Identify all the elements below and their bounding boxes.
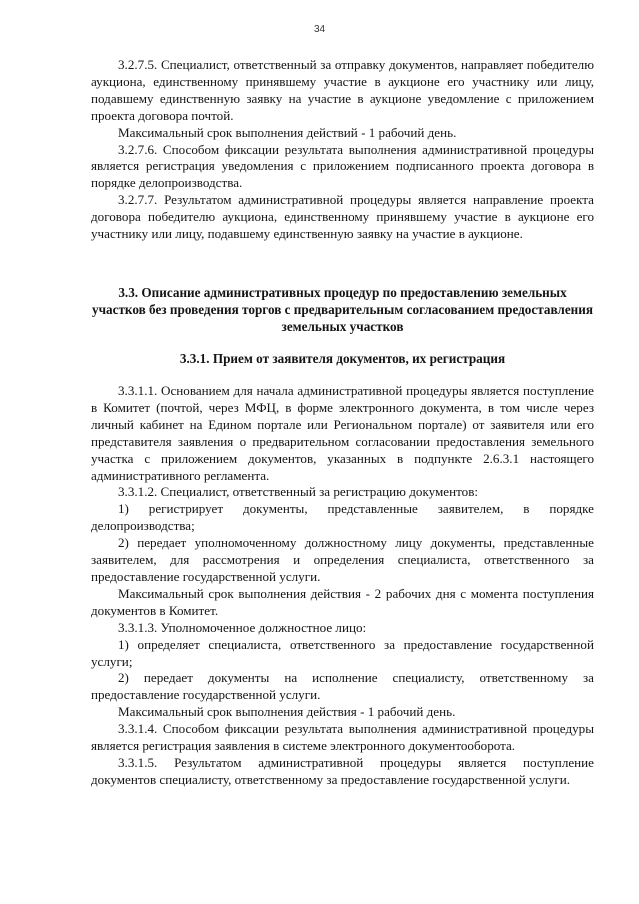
paragraph-3-2-7-5: 3.2.7.5. Специалист, ответственный за отправку документов, направляет победителю аукциона, единственному принявшему участие в аукционе его участнику или лицу, подавшему единственную заявку на участие в аукционе уведомление с приложением проекта договора почтой. (91, 57, 594, 123)
paragraph-deadline-1: Максимальный срок выполнения действий - 1 рабочий день. (118, 124, 457, 140)
paragraph-3-2-7-6: 3.2.7.6. Способом фиксации результата выполнения административной процедуры является регистрация уведомления с приложением подписанного проекта договора в порядке делопроизводства. (91, 141, 594, 191)
list-item-determines: 1) определяет специалиста, ответственного за предоставление государственной услуги; (91, 636, 594, 669)
list-item-hands-over: 2) передает документы на исполнение специалисту, ответственному за предоставление государственной услуги. (91, 670, 594, 703)
paragraph-3-3-1-5: 3.3.1.5. Результатом административной процедуры является поступление документов специалисту, ответственному за предоставление государственной услуги. (91, 754, 594, 787)
paragraph-3-3-1-1: 3.3.1.1. Основанием для начала административной процедуры является поступление в Комитет (почтой, через МФЦ, в форме электронного документа, в том числе через личный кабинет на Едином портале или Региональном портале) от заявителя или его представителя заявления о предварительном согласовании предоставления земельного участка с приложением документов, указанных в подпункте 2.6.3.1 настоящего административного регламента. (91, 383, 594, 483)
list-item-transfers: 2) передает уполномоченному должностному лицу документы, представленные заявителем, для рассмотрения и определения специалиста, ответственного за предоставление государственной услуги. (91, 535, 594, 584)
paragraph-deadline-3: Максимальный срок выполнения действия - 1 рабочий день. (118, 704, 456, 720)
subsection-heading-3-3-1: 3.3.1. Прием от заявителя документов, их регистрация (179, 351, 506, 366)
paragraph-3-3-1-4: 3.3.1.4. Способом фиксации результата выполнения административной процедуры является регистрация заявления в системе электронного документооборота. (91, 721, 594, 754)
page-number: 34 (313, 24, 326, 35)
bottom-text-block (91, 383, 594, 789)
top-text-block (91, 57, 594, 243)
list-item-registers: 1) регистрирует документы, представленные заявителем, в порядке делопроизводства; (91, 501, 594, 534)
section-heading-3-3: 3.3. Описание административных процедур по предоставлению земельных участков без проведения торгов с предварительным согласованием предоставления земельных участков (91, 285, 594, 334)
paragraph-3-2-7-7: 3.2.7.7. Результатом административной процедуры является направление проекта договора победителю аукциона, единственному принявшему участие в аукционе его участнику или лицу, подавшему единственную заявку на участие в аукционе. (91, 192, 594, 242)
paragraph-deadline-2: Максимальный срок выполнения действия - 2 рабочих дня с момента поступления документов в Комитет. (91, 585, 594, 618)
paragraph-3-3-1-3: 3.3.1.3. Уполномоченное должностное лицо: (118, 619, 367, 635)
paragraph-3-3-1-2: 3.3.1.2. Специалист, ответственный за регистрацию документов: (118, 484, 479, 500)
